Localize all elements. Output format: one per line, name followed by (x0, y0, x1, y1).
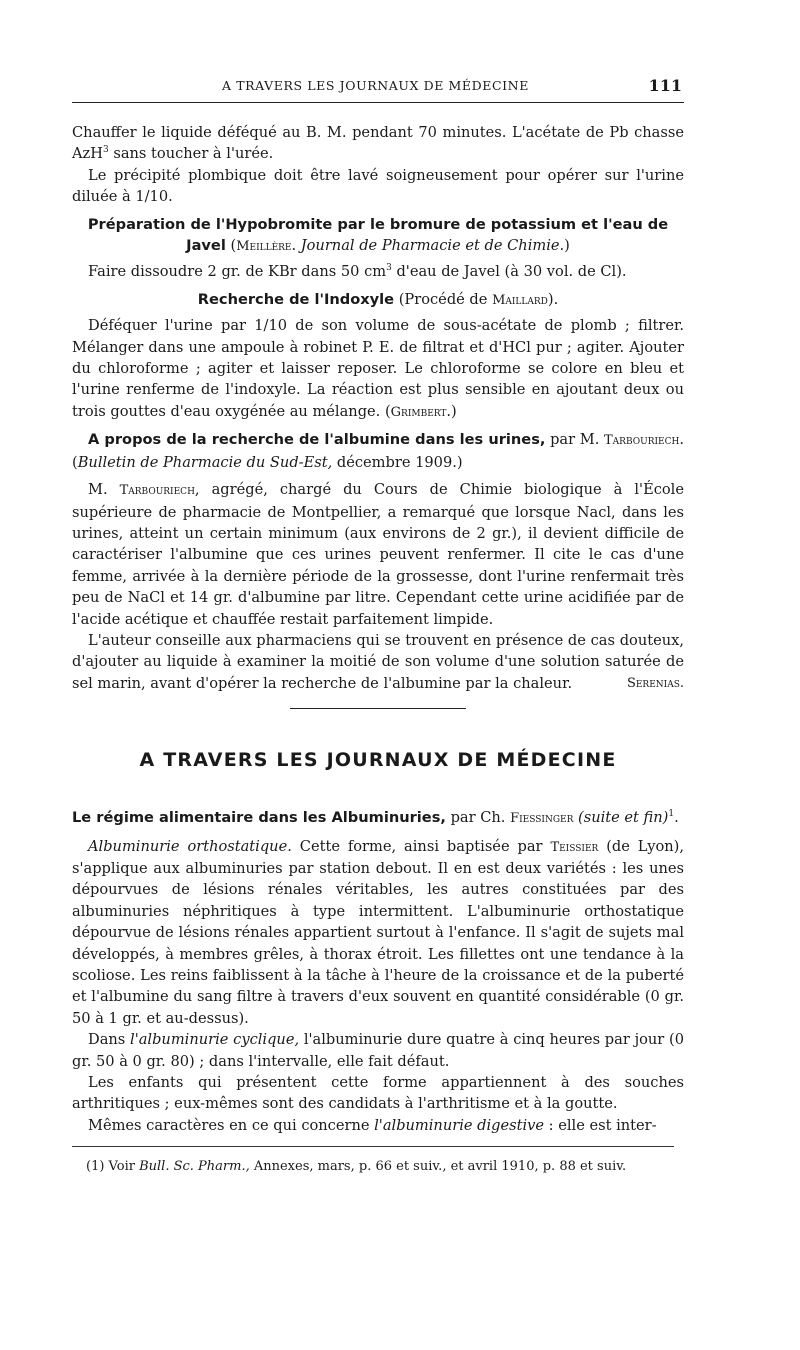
publication-date: décembre 1909.) (332, 453, 463, 471)
page-number: 111 (648, 76, 682, 95)
heading-regime (72, 807, 684, 829)
heading-indoxyle (72, 289, 684, 311)
paragraph-text: Chauffer le liquide déféqué au B. M. pendant 70 minutes. L'acétate de Pb chasse AzH (72, 124, 684, 163)
heading-end: . (674, 809, 679, 827)
paragraph-text: Faire dissoudre 2 gr. de KBr dans 50 cm (88, 263, 387, 281)
footnote-text: Annexes, mars, p. 66 et suiv., et avril 1910, p. 88 et suiv. (249, 1159, 627, 1175)
paragraph-emphasis: l'albuminurie cyclique, (130, 1031, 300, 1049)
paragraph-enfants: Les enfants qui présentent cette forme appartiennent à des souches arthritiques ; eux-mêmes sont des candidats à l'arthritisme et à la goutte. (72, 1074, 684, 1113)
section-title: A TRAVERS LES JOURNAUX DE MÉDECINE (139, 749, 617, 772)
paragraph-text: (de Lyon), s'applique aux albuminuries par station debout. Il en est deux variétés : les unes dépourvues de lésions rénales véritables, les autres constituées par des albuminuries néphritiques à type intermittent. L'albuminurie orthostatique dépourvue de lésions rénales appartient surtout à l'enfance. Il s'agit de sujets mal développés, à membres grêles, à thorax étroit. Les fillettes ont une tendance à la scoliose. Les reins faiblissent à la tâche à l'heure de la croissance et de la puberté et l'albumine du sang filtre à travers d'eux souvent en quantité considérable (0 gr. 50 à 1 gr. et au-dessus). (72, 837, 685, 1027)
heading-by: par Ch. (445, 809, 511, 827)
heading-suite: (suite et fin) (578, 809, 669, 827)
page-content (72, 122, 684, 1176)
paragraph-text: sans toucher à l'urée. (108, 145, 274, 163)
superscript: 3 (386, 263, 392, 274)
author-name: Teissier (550, 839, 599, 855)
author-name: Maillard (492, 292, 548, 308)
paragraph-kbr (72, 261, 684, 282)
paragraph-precipitate: Le précipité plombique doit être lavé soigneusement pour opérer sur l'urine diluée à 1/10. (72, 166, 684, 206)
heading-paren: ). (547, 290, 559, 308)
header-rule (72, 102, 684, 103)
heading-text: Recherche de l'Indoxyle (197, 290, 395, 308)
journal-source: Journal de Pharmacie et de Chimie. (300, 237, 565, 255)
heading-hypobromite: Préparation de l'Hypobromite par le bromure de potassium et l'eau de Javel (Meillère. Journal de Pharmacie et de Chimie.) (87, 215, 669, 255)
paragraph-text: , agrégé, chargé du Cours de Chimie biologique à l'École supérieure de pharmacie de Montpellier, a remarqué que lorsque Nacl, dans les urines, atteint un certain minimum (aux environs de 2 gr.), il devient difficile de caractériser l'albumine que ces urines peuvent renfermer. Il cite le cas d'une femme, arrivée à la dernière période de la grossesse, dont l'urine renfermait très peu de NaCl et 14 gr. d'albumine par litre. Cependant cette urine acidifiée par de l'acide acétique et chauffée restait parfaitement limpide. (72, 481, 684, 628)
author-name: Fiessinger (510, 811, 574, 827)
author-name: Meillère (236, 239, 292, 255)
paragraph-text: .) (446, 402, 457, 420)
running-title: A TRAVERS LES JOURNAUX DE MÉDECINE (222, 78, 529, 93)
paragraph-emphasis: l'albuminurie digestive (374, 1116, 545, 1134)
author-name: Grimbert (390, 404, 447, 420)
heading-paren: (Procédé de (398, 290, 493, 308)
heading-text: Le régime alimentaire dans les Albuminuries, (72, 809, 446, 827)
paragraph-text: Déféquer l'urine par 1/10 de son volume de sous-acétate de plomb ; filtrer. Mélanger dans une ampoule à robinet P. E. de filtrat et d'HCl pur ; agiter. Ajouter du chloroforme ; agiter et laisser reposer. Le chloroforme se colore en bleu et l'urine renferme de l'indoxyle. La réaction est plus sensible en ajoutant deux ou trois gouttes d'eau oxygénée au mélange. ( (72, 317, 684, 420)
footnote-marker: 1 (668, 809, 675, 820)
paragraph-digestive (72, 1115, 684, 1136)
heading-albumine (72, 429, 684, 473)
superscript: 3 (102, 145, 109, 156)
footnote-text: (1) Voir (86, 1159, 140, 1175)
paragraph-text: Mêmes caractères en ce qui concerne (88, 1116, 375, 1134)
paragraph-text: L'auteur conseille aux pharmaciens qui se trouvent en présence de cas douteux, d'ajouter au liquide à examiner la moitié de son volume d'une solution saturée de sel marin, avant d'opérer la recherche de l'albumine par la chaleur. (72, 631, 684, 692)
heading-paren: . ( (72, 431, 684, 471)
heading-text: A propos de la recherche de l'albumine dans les urines, (88, 431, 546, 449)
footnote (72, 1157, 684, 1176)
author-name: Tarbouriech (604, 433, 680, 449)
journal-source: Bulletin de Pharmacie du Sud-Est, (77, 453, 333, 471)
signature: Serenias. (626, 675, 684, 691)
paragraph-text: d'eau de Javel (à 30 vol. de Cl). (391, 263, 627, 281)
footnote-emphasis: Bull. Sc. Pharm., (139, 1159, 250, 1175)
paragraph-text: Cette forme, ainsi baptisée par (291, 837, 551, 855)
paragraph-indoxyle (72, 315, 684, 423)
journal-page (72, 0, 684, 1350)
heading-by: par M. (545, 431, 605, 449)
paragraph-defecation (72, 122, 684, 165)
paragraph-text: l'albuminurie dure quatre à cinq heures par jour (0 gr. 50 à 0 gr. 80) ; dans l'intervalle, elle fait défaut. (72, 1031, 684, 1070)
paragraph-text: : elle est inter- (544, 1116, 657, 1134)
paragraph-tarbouriech (72, 479, 684, 630)
running-head (72, 76, 684, 98)
paragraph-text: M. (88, 481, 120, 499)
paragraph-lead: Albuminurie orthostatique. (88, 837, 292, 855)
paragraph-text: Dans (88, 1031, 131, 1049)
footnote-rule (72, 1146, 674, 1147)
paragraph-cyclique (72, 1029, 684, 1072)
paragraph-orthostatique (72, 836, 684, 1030)
author-name: Tarbouriech (119, 483, 195, 499)
paragraph-conseil (72, 630, 684, 694)
section-divider (290, 708, 466, 709)
heading-text: Préparation de l'Hypobromite par le bromure de potassium et l'eau de Javel (87, 215, 669, 255)
